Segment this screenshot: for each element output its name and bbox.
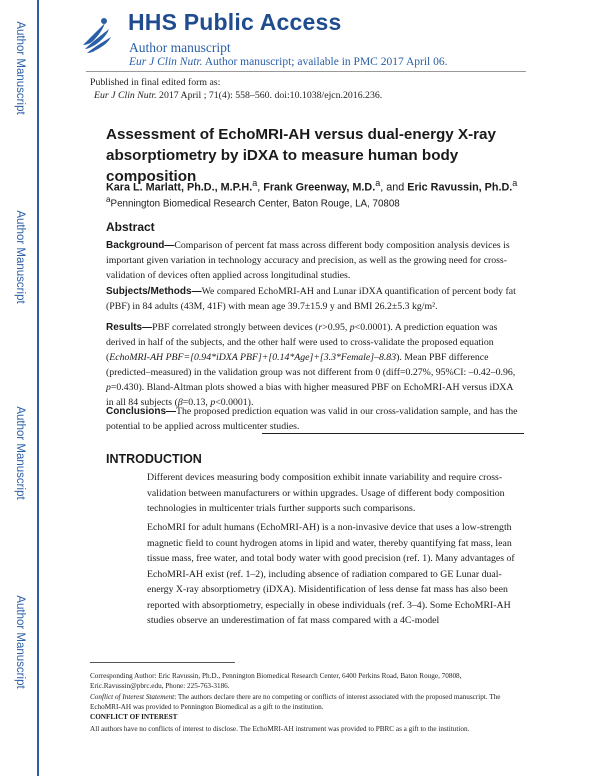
corresponding-author-note: Corresponding Author: Eric Ravussin, Ph.D., Pennington Biomedical Research Center, 6400 Perkins Road, Baton Rouge, 70808, Eric.Ravussin@pbrc.edu, Phone: 225-763-3186.	[90, 672, 462, 690]
author-list: Kara L. Marlatt, Ph.D., M.P.H.$^a$, Frank Greenway, M.D.$^a$, and Eric Ravussin, Ph.D.$^a$	[106, 178, 518, 194]
affiliation: $^a$Pennington Biomedical Research Center, Baton Rouge, LA, 70808	[106, 195, 400, 210]
intro-paragraph-1: Different devices measuring body composition exhibit innate variability and require cross-validation between manufacturers or within upgrades. Usage of different body composition technologies in multicenter trials further supports such comparisons.	[147, 472, 505, 514]
sidebar-label: Author Manuscript	[14, 210, 26, 304]
author-name: Kara L. Marlatt, Ph.D., M.P.H.	[106, 181, 253, 194]
introduction-heading: INTRODUCTION	[106, 452, 202, 466]
prediction-equation: EchoMRI-AH PBF=[0.94*iDXA PBF]+[0.14*Age]+[3.3*Female]–8.83	[109, 352, 397, 363]
conflict-heading: CONFLICT OF INTEREST	[90, 713, 178, 721]
author-name: Frank Greenway, M.D.	[263, 181, 376, 194]
publication-citation: Eur J Clin Nutr. 2017 April ; 71(4): 558–560. doi:10.1038/ejcn.2016.236.	[94, 90, 383, 101]
footnote-divider	[90, 662, 235, 663]
conflict-body: All authors have no conflicts of interest to disclose. The EchoMRI-AH instrument was provided to PBRC as a gift to the institution.	[90, 725, 470, 733]
sidebar-label: Author Manuscript	[14, 595, 26, 689]
sidebar-label: Author Manuscript	[14, 406, 26, 500]
abstract-results: Results—PBF correlated strongly between devices (r>0.95, p<0.0001). A prediction equation was derived in half of the subjects, and the other half were used to cross-validate the proposed equation (EchoMRI-AH PBF=[0.94*iDXA PBF]+[0.14*Age]+[3.3*Female]–8.83). Mean PBF difference (predicted–measured) in the validation group was not different from 0 (diff=0.27%, 95%CI: –0.42–0.96, p=0.430). Bland-Altman plots showed a bias with higher measured PBF on EchoMRI-AH versus iDXA in all 84 subjects (β=0.13, p<0.0001).	[106, 322, 516, 408]
hhs-eagle-logo-icon	[77, 15, 115, 57]
published-label: Published in final edited form as:	[90, 77, 221, 88]
conflict-statement: Conflict of Interest Statement: The authors declare there are no competing or conflicts of interest associated with the proposed manuscript. The EchoMRI-AH was provided to Pennington Biomedical as a gift to the institution.	[90, 693, 501, 711]
abstract-end-rule	[262, 433, 524, 434]
abstract-background: Background—Comparison of percent fat mass across different body composition analysis devices is important given variation in technology accuracy and precision, as well as the growing need for cross-validation of devices often applied across longitudinal studies.	[106, 240, 510, 281]
author-name: Eric Ravussin, Ph.D.	[407, 181, 513, 194]
banner-title: HHS Public Access	[128, 9, 342, 35]
header-divider	[86, 71, 526, 72]
banner-subtitle: Author manuscript	[129, 40, 231, 55]
abstract-methods: Subjects/Methods—We compared EchoMRI-AH and Lunar iDXA quantification of percent body fat (PBF) in 84 adults (43M, 41F) with mean age 39.7±15.9 y and BMI 26.2±5.3 kg/m².	[106, 286, 516, 312]
abstract-conclusions: Conclusions—The proposed prediction equation was valid in our cross-validation sample, and has the potential to be applied across multicenter studies.	[106, 406, 518, 432]
intro-paragraph-2: EchoMRI for adult humans (EchoMRI-AH) is a non-invasive device that uses a low-strength magnetic field to count hydrogen atoms in lipid and water, thereby quantifying fat mass, lean tissue mass, free water, and total body water with good precision (ref. 1). Many advantages of EchoMRI-AH exist (ref. 1–2), including absence of radiation compared to GE Lunar dual-energy X-ray absorptiometry (iDXA). Misidentification of less dense fat mass has also been reported with absorptiometry, especially in obese individuals (ref. 3–4). Some EchoMRI-AH studies observe an underestimation of fat mass compared with a 4C-model	[147, 522, 515, 626]
abstract-heading: Abstract	[106, 220, 155, 234]
sidebar-label: Author Manuscript	[14, 21, 26, 115]
banner-availability: Eur J Clin Nutr. Author manuscript; available in PMC 2017 April 06.	[129, 56, 448, 68]
article-title: Assessment of EchoMRI-AH versus dual-energy X-ray absorptiometry by iDXA to measure human body composition	[106, 126, 496, 185]
